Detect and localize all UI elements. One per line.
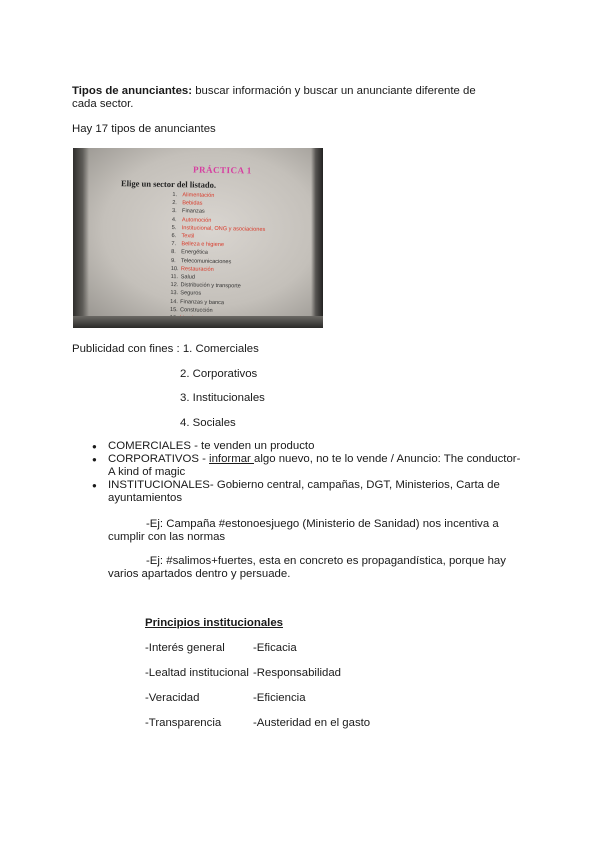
slide-list-number: 11. <box>170 274 179 281</box>
bullet-corporativos <box>92 453 522 479</box>
bullet-institucionales: ● INSTITUCIONALES- Gobierno central, campañas, DGT, Ministerios, Carta de ayuntamientos <box>92 479 522 505</box>
principio-cell: -Austeridad en el gasto <box>253 717 371 729</box>
slide-list-number: 9. <box>170 257 176 264</box>
fine-item-4: 4. Sociales <box>180 417 236 429</box>
principio-cell: -Interés general <box>145 642 225 654</box>
principio-cell: -Lealtad institucional <box>145 667 249 679</box>
slide-list-label: Seguros <box>180 290 202 298</box>
example-1-text: -Ej: Campaña #estonoesjuego (Ministerio de Sanidad) nos incentiva a cumplir con las normas <box>108 518 499 543</box>
slide-list-label: Telecomunicaciones <box>180 257 232 265</box>
slide-list-label: Institucional, ONG y asociaciones <box>181 225 266 233</box>
principio-cell: -Eficacia <box>253 642 297 654</box>
principio-cell: -Veracidad <box>145 692 200 704</box>
slide-title: PRÁCTICA 1 <box>192 164 252 176</box>
principio-cell: -Transparencia <box>145 717 222 729</box>
slide-list-label: Salud <box>180 274 196 281</box>
slide-list-number: 4. <box>171 216 177 223</box>
corp-text-a: CORPORATIVOS - <box>108 453 210 465</box>
slide-subtitle: Elige un sector del listado. <box>120 178 217 190</box>
photo-floor <box>73 316 323 328</box>
intro-bold: Tipos de anunciantes: <box>72 85 193 97</box>
photo-edge-right <box>311 148 323 328</box>
corp-text-b: algo nuevo, no te lo vende / Anuncio: The conductor-A kind of magic <box>108 453 521 478</box>
slide-list-number: 3. <box>171 208 177 215</box>
slide-list-label: Finanzas <box>181 208 205 216</box>
slide-list-number: 15. <box>169 306 178 314</box>
example-1 <box>108 518 528 544</box>
slide-list-label: Belleza e higiene <box>181 241 225 249</box>
slide-list-label: Textil <box>181 233 195 240</box>
slide-list-number: 7. <box>171 241 177 248</box>
fines-line <box>72 343 259 356</box>
slide-list-label: Restauración <box>180 266 214 273</box>
slide-list-number: 13. <box>170 290 179 297</box>
principios-title: Principios institucionales <box>145 617 283 629</box>
fine-item-2: 2. Corporativos <box>180 368 258 380</box>
slide-list-label: Construcción <box>179 307 213 314</box>
bullet-comerciales: ● COMERCIALES - te venden un producto <box>92 440 522 453</box>
slide-list-number: 5. <box>171 224 177 231</box>
corp-underline: informar <box>209 453 254 465</box>
fine-item-3: 3. Institucionales <box>180 392 265 404</box>
example-2-text: -Ej: #salimos+fuertes, esta en concreto es propagandística, porque hay varios apartados dentro y persuade. <box>108 555 506 580</box>
slide-list-number: 12. <box>170 282 179 289</box>
slide-list-number: 8. <box>171 249 176 256</box>
slide-list <box>170 191 267 328</box>
slide-list-label: Bebidas <box>182 200 203 207</box>
principio-cell: -Responsabilidad <box>253 667 342 679</box>
principio-cell: -Eficiencia <box>253 692 306 704</box>
slide-photo <box>73 148 323 328</box>
slide-list-number: 10. <box>170 265 179 273</box>
fines-lead: Publicidad con fines : <box>72 343 183 355</box>
principios-grid <box>145 642 403 730</box>
intro-text: buscar información y buscar un anunciante diferente de cada sector. <box>72 85 476 110</box>
slide-list-label: Finanzas y banca <box>180 298 225 306</box>
bullet-list <box>92 440 522 505</box>
slide-list-number: 1. <box>172 192 178 199</box>
count-line: Hay 17 tipos de anunciantes <box>72 123 216 135</box>
slide-list-label: Automoción <box>181 216 212 224</box>
fine-item-1: 1. Comerciales <box>182 343 259 355</box>
example-2 <box>108 555 528 581</box>
slide-list-number: 14. <box>170 298 178 305</box>
slide-list-number: 6. <box>171 233 177 240</box>
intro-paragraph <box>72 85 502 111</box>
slide-list-number: 2. <box>172 200 177 207</box>
photo-edge-left <box>73 148 89 328</box>
slide-list-label: Distribución y transporte <box>180 282 241 290</box>
slide-list-label: Energética <box>181 249 208 257</box>
slide-list-label: Alimentación <box>182 192 215 199</box>
